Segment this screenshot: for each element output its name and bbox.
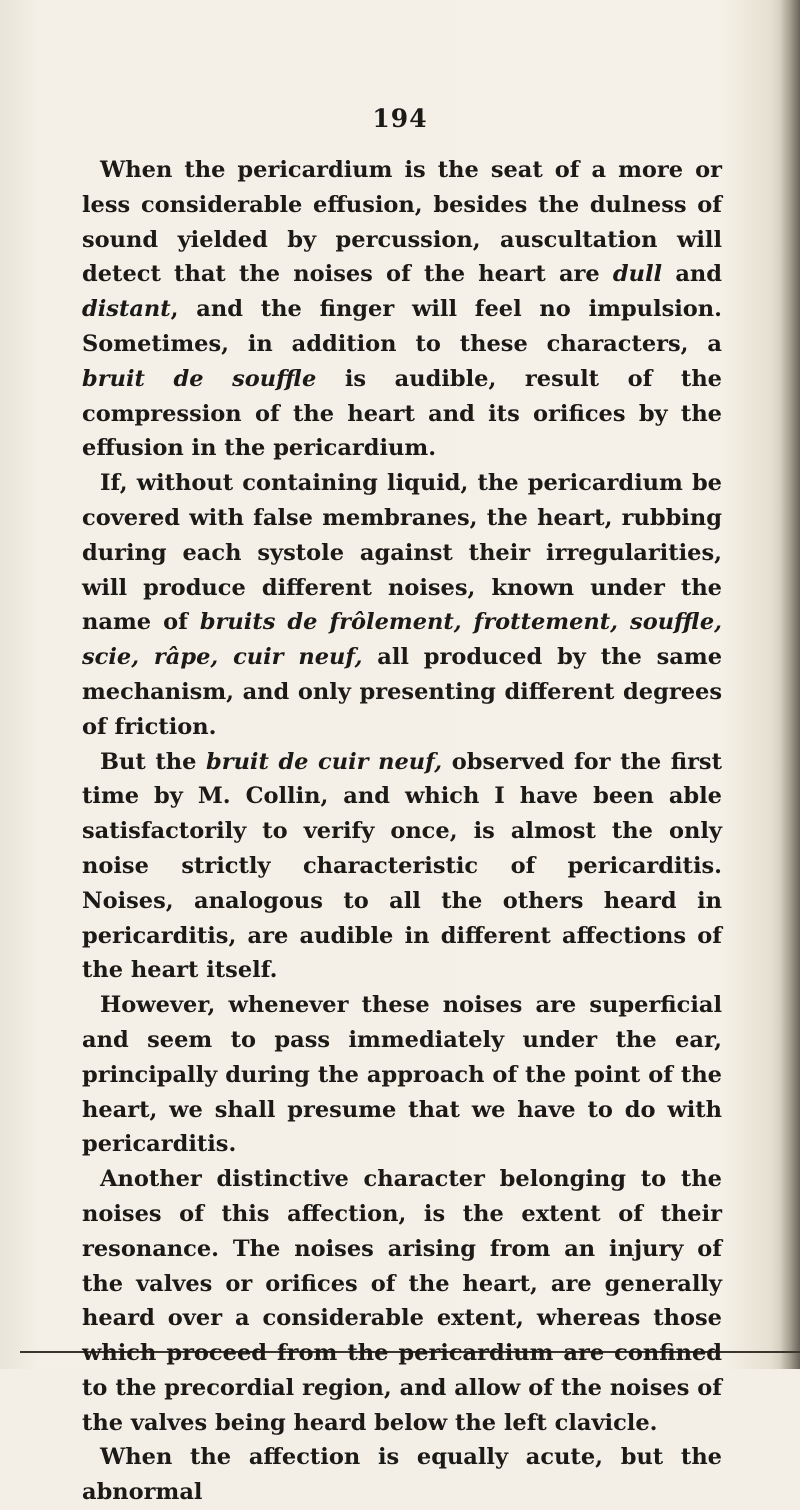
paragraph-5: Another distinctive character belonging to the noises of this affection, is the extent of their resonance. The noises arising from an injury of the valves or orifices of the heart, are generally heard over a considerable extent, whereas those which proceed from the pericardium are confined to the precordial region, and allow of the noises of the valves being heard below the left clavicle.: [82, 1166, 722, 1436]
page-number: 194: [372, 104, 428, 133]
body-text: [82, 153, 722, 1510]
paragraph-2: If, without containing liquid, the pericardium be covered with false membranes, the heart, rubbing during each systole against their irregularities, will produce different noises, known under the name of bruits de frôlement, frottement, souffle, scie, râpe, cuir neuf, all produced by the same mechanism, and only presenting different degrees of friction.: [82, 470, 723, 740]
paragraph-1: When the pericardium is the seat of a more or less considerable effusion, besides the dulness of sound yielded by percussion, auscultation will detect that the noises of the heart are dull and distant, and the finger will feel no impulsion. Sometimes, in addition to these characters, a bruit de souffle is audible, result of the compression of the heart and its orifices by the effusion in the pericardium.: [82, 157, 722, 462]
paragraph-6: When the affection is equally acute, but the abnormal: [82, 1444, 722, 1506]
paragraph-4: However, whenever these noises are superficial and seem to pass immediately under the ear, principally during the approach of the point of the heart, we shall presume that we have to do with pericarditis.: [82, 992, 722, 1158]
page-gutter-shadow: [780, 0, 800, 1369]
paragraph-3: But the bruit de cuir neuf, observed for the first time by M. Collin, and which I have been able satisfactorily to verify once, is almost the only noise strictly characteristic of pericarditis. Noises, analogous to all the others heard in pericarditis, are audible in different affections of the heart itself.: [82, 748, 722, 984]
